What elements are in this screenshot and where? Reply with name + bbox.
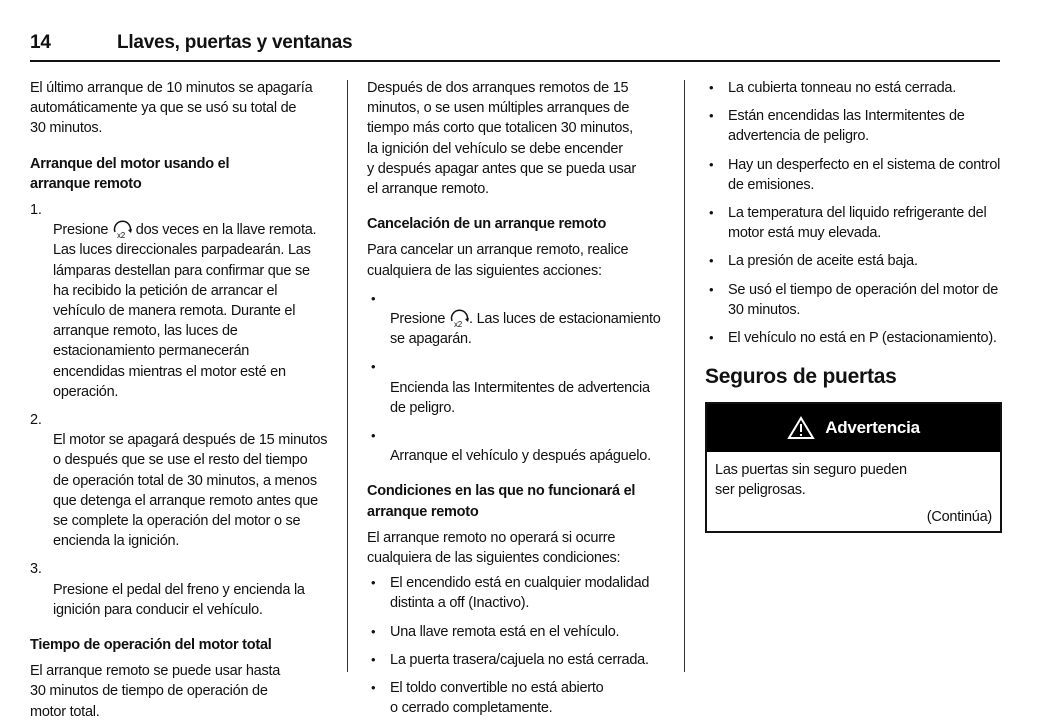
bullet: • [709, 156, 714, 172]
subheading: Tiempo de operación del motor total [30, 637, 272, 654]
warning-header [707, 404, 1000, 452]
bullet: • [709, 108, 714, 124]
item-text: La cubierta tonneau no está cerrada. [728, 80, 956, 96]
paragraph: Después de dos arranques remotos de 15 minutos, o se usen múltiples arranques de tiempo más corto que totalicen 30 minutos, la ignición del vehículo se debe encender y después apagar antes que se pueda usar el arranque remoto. [367, 80, 636, 198]
item-text: Encienda las Intermitentes de advertencia de peligro. [390, 379, 650, 416]
column-3 [705, 78, 1002, 533]
list-item [30, 200, 335, 402]
bullet-item [367, 289, 667, 350]
paragraph: El arranque remoto se puede usar hasta 30 minutos de tiempo de operación de motor total. [30, 663, 281, 720]
subheading: Condiciones en las que no funcionará el arranque remoto [367, 483, 636, 520]
bullet-item [367, 573, 667, 613]
item-number: 3. [30, 561, 42, 578]
item-text: Hay un desperfecto en el sistema de control de emisiones. [728, 156, 1001, 193]
bullet: • [709, 330, 714, 346]
item-text: La presión de aceite está baja. [728, 253, 918, 270]
item-text: Presione el pedal del freno y encienda la ignición para conducir el vehículo. [53, 581, 305, 618]
bullet: • [371, 428, 376, 444]
item-text: El vehículo no está en P (estacionamiento). [728, 330, 997, 347]
bullet-item [705, 155, 1002, 195]
item-text: Arranque el vehículo y después apáguelo. [390, 448, 651, 465]
section-title: Seguros de puertas [705, 365, 897, 389]
subheading: Cancelación de un arranque remoto [367, 216, 607, 233]
bullet: • [709, 205, 714, 221]
column-divider [684, 80, 685, 672]
bullet-item [705, 251, 1002, 271]
bullet: • [709, 80, 714, 95]
bullet: • [371, 680, 376, 696]
item-text: Están encendidas las Intermitentes de advertencia de peligro. [728, 108, 965, 145]
bullet-item [705, 106, 1002, 146]
bullet-item [367, 678, 667, 718]
remote-start-x2-icon [112, 222, 132, 241]
bullet-item [705, 203, 1002, 243]
item-text: Se usó el tiempo de operación del motor de 30 minutos. [728, 281, 999, 318]
paragraph: El arranque remoto no operará si ocurre cualquiera de las siguientes condiciones: [367, 529, 621, 567]
warning-box [705, 402, 1002, 532]
item-text: Presione [53, 222, 113, 239]
bullet-item [705, 78, 1002, 98]
chapter-title: Llaves, puertas y ventanas [117, 32, 353, 53]
item-number: 2. [30, 412, 42, 429]
item-text: La temperatura del liquido refrigerante del motor está muy elevada. [728, 205, 987, 242]
column-2 [367, 78, 667, 718]
bullet: • [709, 281, 714, 297]
page-header [30, 32, 1000, 62]
warning-title: Advertencia [825, 418, 920, 438]
page-number: 14 [30, 32, 51, 53]
bullet-item [705, 328, 1002, 348]
item-text: Presione [390, 311, 450, 328]
list-item [30, 410, 335, 551]
continued-label: (Continúa) [926, 508, 992, 525]
item-text: dos veces en la llave remota. Las luces direccionales parpadearán. Las lámparas destellan para confirmar que se ha recibido la petición de arrancar el vehículo de manera remota. Durante el arranque remoto, las luces de estacionamiento permanecerán encendidas mientras el motor esté en operación. [53, 222, 317, 400]
warning-text: Las puertas sin seguro pueden ser peligrosas. [715, 462, 907, 499]
item-number: 1. [30, 202, 42, 219]
column-1 [30, 78, 335, 722]
warning-triangle-icon [787, 416, 815, 440]
bullet: • [371, 623, 376, 639]
bullet: • [371, 359, 376, 375]
item-text: El encendido está en cualquier modalidad distinta a off (Inactivo). [390, 575, 650, 612]
remote-start-x2-icon [449, 311, 469, 330]
paragraph: Para cancelar un arranque remoto, realice cualquiera de las siguientes acciones: [367, 242, 629, 279]
item-text: El motor se apagará después de 15 minutos o después que se use el resto del tiempo de operación total de 30 minutos, a menos que detenga el arranque remoto antes que se complete la operación del motor o se encienda la ignición. [53, 432, 328, 550]
bullet-item [367, 426, 667, 466]
list-item [30, 559, 335, 620]
bullet-item [705, 280, 1002, 320]
bullet-item [367, 357, 667, 418]
svg-text:x2: x2 [454, 320, 462, 330]
bullet: • [709, 253, 714, 269]
bullet-item [367, 650, 667, 670]
bullet: • [371, 651, 376, 667]
svg-text:x2: x2 [117, 231, 125, 241]
item-text: Una llave remota está en el vehículo. [390, 623, 620, 640]
column-divider [347, 80, 348, 672]
item-text: La puerta trasera/cajuela no está cerrada. [390, 651, 649, 668]
item-text: El toldo convertible no está abierto o cerrado completamente. [390, 680, 604, 717]
bullet-item [367, 622, 667, 642]
bullet: • [371, 290, 376, 306]
paragraph: El último arranque de 10 minutos se apagaría automáticamente ya que se usó su total de 30 minutos. [30, 80, 313, 137]
subheading: Arranque del motor usando el arranque remoto [30, 155, 230, 192]
item-text: . Las luces de estacionamiento se apagarán. [390, 311, 661, 348]
bullet: • [371, 575, 376, 591]
